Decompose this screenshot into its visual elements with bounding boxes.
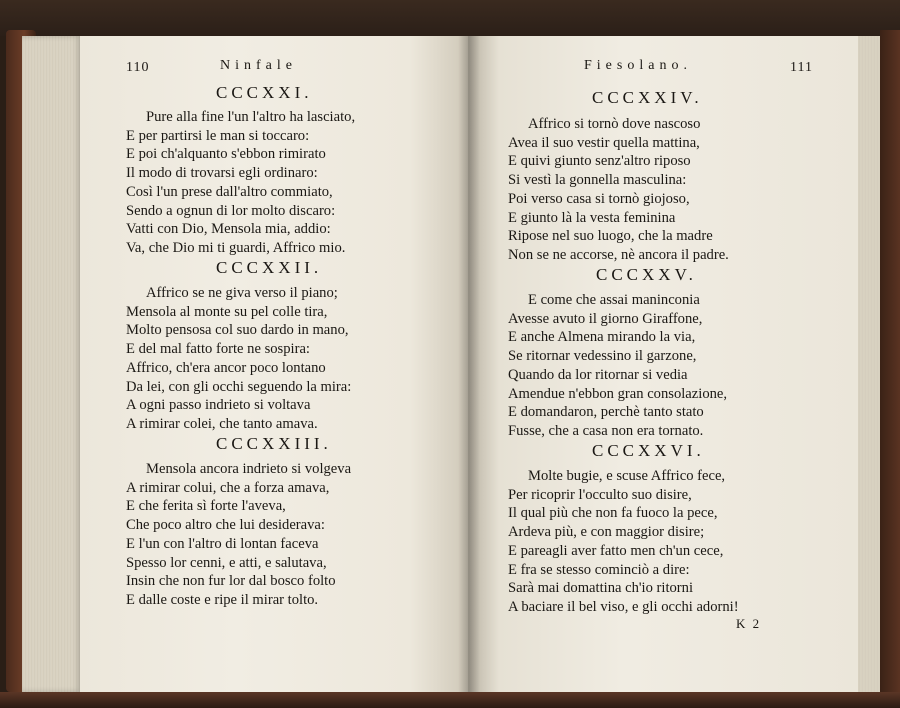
stanza: [126, 108, 355, 258]
verse-line: Se ritornar vedessino il garzone,: [508, 348, 697, 365]
stanza: [508, 115, 729, 265]
verse-line: Così l'un prese dall'altro commiato,: [126, 183, 333, 200]
verse-line: A baciare il bel viso, e gli occhi adorni!: [508, 598, 739, 615]
stanza: [508, 291, 727, 441]
stanza: [126, 460, 351, 610]
verse-line: E come che assai maninconia: [528, 292, 700, 308]
verse-line: Pure alla fine l'un l'altro ha lasciato,: [146, 109, 356, 125]
left-page-edges: [22, 36, 82, 692]
verse-line: E giunto là la vesta feminina: [508, 209, 676, 226]
stanza-number: CCCXXVI.: [592, 441, 705, 460]
verse-line: Si vestì la gonnella masculina:: [508, 172, 687, 189]
verse-line: E l'un con l'altro di lontan faceva: [126, 535, 319, 552]
page-number: 111: [790, 60, 813, 75]
verse-line: E anche Almena mirando la via,: [508, 329, 696, 346]
bottom-cover: [0, 692, 900, 708]
verse-line: Affrico se ne giva verso il piano;: [146, 285, 338, 301]
verse-line: Amendue n'ebbon gran consolazione,: [508, 385, 728, 402]
verse-line: Va, che Dio mi ti guardi, Affrico mio.: [126, 239, 346, 256]
stanza-number: CCCXXI.: [216, 83, 313, 102]
verse-line: E quivi giunto senz'altro riposo: [508, 153, 691, 170]
stanza-number: CCCXXIII.: [216, 434, 332, 453]
stanza: [508, 467, 739, 617]
verse-line: E che ferita sì forte l'aveva,: [126, 498, 286, 515]
verse-line: Affrico si tornò dove nascoso: [528, 116, 701, 132]
verse-line: Il qual più che non fa fuoco la pece,: [508, 505, 718, 522]
verse-line: Il modo di trovarsi egli ordinaro:: [126, 165, 318, 182]
verse-line: Ardeva più, e con maggior disire;: [508, 524, 705, 541]
stanza: [126, 284, 351, 434]
stanza-number: CCCXXV.: [596, 265, 697, 284]
verse-line: E pareagli aver fatto men ch'un cece,: [508, 542, 724, 559]
verse-line: E fra se stesso cominciò a dire:: [508, 561, 690, 578]
verse-line: Avea il suo vestir quella mattina,: [508, 134, 700, 151]
verse-line: Molte bugie, e scuse Affrico fece,: [528, 468, 726, 484]
signature-mark: K 2: [736, 616, 762, 631]
verse-line: Quando da lor ritornar si vedia: [508, 366, 688, 383]
verse-line: Sarà mai domattina ch'io ritorni: [508, 580, 694, 597]
verse-line: A rimirar colei, che tanto amava.: [126, 415, 318, 432]
verse-line: Mensola ancora indrieto si volgeva: [146, 461, 352, 477]
stanza-number: CCCXXIV.: [592, 88, 703, 107]
verse-line: A rimirar colui, che a forza amava,: [126, 479, 330, 496]
verse-line: E domandaron, perchè tanto stato: [508, 404, 704, 421]
verse-line: Fusse, che a casa non era tornato.: [508, 422, 704, 439]
verse-line: A ogni passo indrieto si voltava: [126, 397, 311, 414]
verse-line: Avesse avuto il giorno Giraffone,: [508, 310, 703, 327]
running-title: Ninfale: [220, 58, 297, 73]
stanza-number: CCCXXII.: [216, 258, 323, 277]
verse-line: Poi verso casa si tornò giojoso,: [508, 190, 690, 207]
verse-line: Per ricoprir l'occulto suo disire,: [508, 486, 692, 503]
verse-line: Mensola al monte su pel colle tira,: [126, 303, 328, 320]
page-number: 110: [126, 60, 150, 75]
verse-line: Sendo a ognun di lor molto discaro:: [126, 202, 336, 219]
verse-line: Affrico, ch'era ancor poco lontano: [126, 359, 326, 376]
left-page: [80, 36, 468, 692]
verse-line: Che poco altro che lui desiderava:: [126, 517, 325, 534]
right-cover-board: [880, 30, 900, 692]
verse-line: E del mal fatto forte ne sospira:: [126, 341, 310, 358]
verse-line: Ripose nel suo luogo, che la madre: [508, 228, 713, 245]
verse-line: Non se ne accorse, nè ancora il padre.: [508, 246, 729, 263]
verse-line: E poi ch'alquanto s'ebbon rimirato: [126, 146, 326, 163]
verse-line: Vatti con Dio, Mensola mia, addio:: [126, 221, 331, 238]
running-title: Fiesolano.: [584, 58, 692, 73]
verse-line: Molto pensosa col suo dardo in mano,: [126, 322, 349, 339]
right-page: [468, 36, 858, 692]
verse-line: Da lei, con gli occhi seguendo la mira:: [126, 378, 352, 395]
background: [0, 0, 900, 36]
verse-line: E dalle coste e ripe il mirar tolto.: [126, 591, 319, 608]
gutter-shadow: [458, 36, 480, 692]
verse-line: Insin che non fur lor dal bosco folto: [126, 573, 336, 590]
verse-line: Spesso lor cenni, e atti, e salutava,: [126, 554, 327, 571]
verse-line: E per partirsi le man si toccaro:: [126, 127, 310, 144]
